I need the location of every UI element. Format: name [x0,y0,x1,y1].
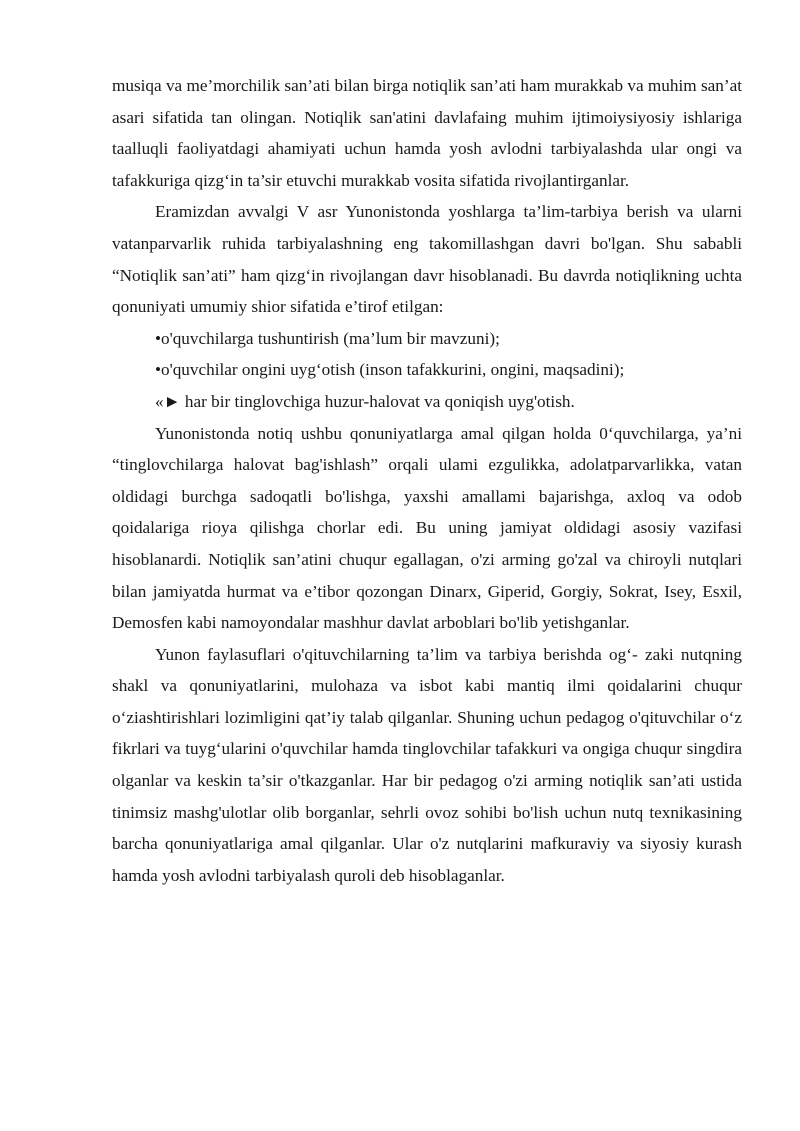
paragraph-philosophers: Yunon faylasuflari o'qituvchilarning ta’lim va tarbiya berishda og‘- zaki nutqning shakl va qonuniyatlarini, mulohaza va isbot kabi mantiq ilmi qoidalarini chuqur o‘ziashtirishlari lozimligini qat’iy talab qilganlar. Shuning uchun pedagog o'qituvchilar o‘z fikrlari va tuyg‘ularini o'quvchilar hamda tinglovchilar tafakkuri va ongiga chuqur singdira olganlar va keskin ta’sir o'tkazganlar. Har bir pedagog o'zi arming notiqlik san’ati ustida tinimsiz mashg'ulotlar olib borganlar, sehrli ovoz sohibi bo'lish uchun nutq texnikasining barcha qonuniyatlariga amal qilganlar. Ular o'z nutqlarini mafkuraviy va siyosiy kurash hamda yosh avlodni tarbiyalash quroli deb hisoblaganlar. [112,644,742,885]
paragraph-continuation: musiqa va me’morchilik san’ati bilan birga notiqlik san’ati ham murakkab va muhim san’at asari sifatida tan olingan. Notiqlik san'atini davlafaing muhim ijtimoiysiyosiy ishlariga taalluqli faoliyatdagi ahamiyati uchun hamda yosh avlodni tarbiyalashda ular ongi va tafakkuriga qizg‘in ta’sir etuvchi murakkab vosita sifatida rivojlantirganlar. [112,76,742,190]
bullet-item-explain: •o'quvchilarga tushuntirish (ma’lum bir mavzuni); [155,328,500,348]
bullet-item-awaken: •o'quvchilar ongini uyg‘otish (inson tafakkurini, ongini, maqsadini); [155,360,625,380]
paragraph-orators: Yunonistonda notiq ushbu qonuniyatlarga amal qilgan holda 0‘quvchilarga, ya’ni “tinglovchilarga halovat bag'ishlash” orqali ulami ezgulikka, adolatparvarlikka, vatan oldidagi burchga sadoqatli bo'lishga, yaxshi amallami bajarishga, axloq va odob qoidalariga rioya qilishga chorlar edi. Bu uning jamiyat oldidagi asosiy vazifasi hisoblanardi. Notiqlik san’atini chuqur egallagan, o'zi arming go'zal va chiroyli nutqlari bilan jamiyatda hurmat va e’tibor qozongan Dinarx, Giperid, Gorgiy, Sokrat, Isey, Esxil, Demosfen kabi namoyondalar mashhur davlat arboblari bo'lib yetishganlar. [112,423,742,633]
paragraph-greece-era: Eramizdan avvalgi V asr Yunonistonda yoshlarga ta’lim-tarbiya berish va ularni vatanparvarlik ruhida tarbiyalashning eng takomillashgan davri bo'lgan. Shu sababli “Notiqlik san’ati” ham qizg‘in rivojlangan davr hisoblanadi. Bu davrda notiqlikning uchta qonuniyati umumiy shior sifatida e’tirof etilgan: [112,202,742,317]
bullet-item-pleasure: «► har bir tinglovchiga huzur-halovat va qoniqish uyg'otish. [155,391,575,411]
document-page [112,70,742,891]
